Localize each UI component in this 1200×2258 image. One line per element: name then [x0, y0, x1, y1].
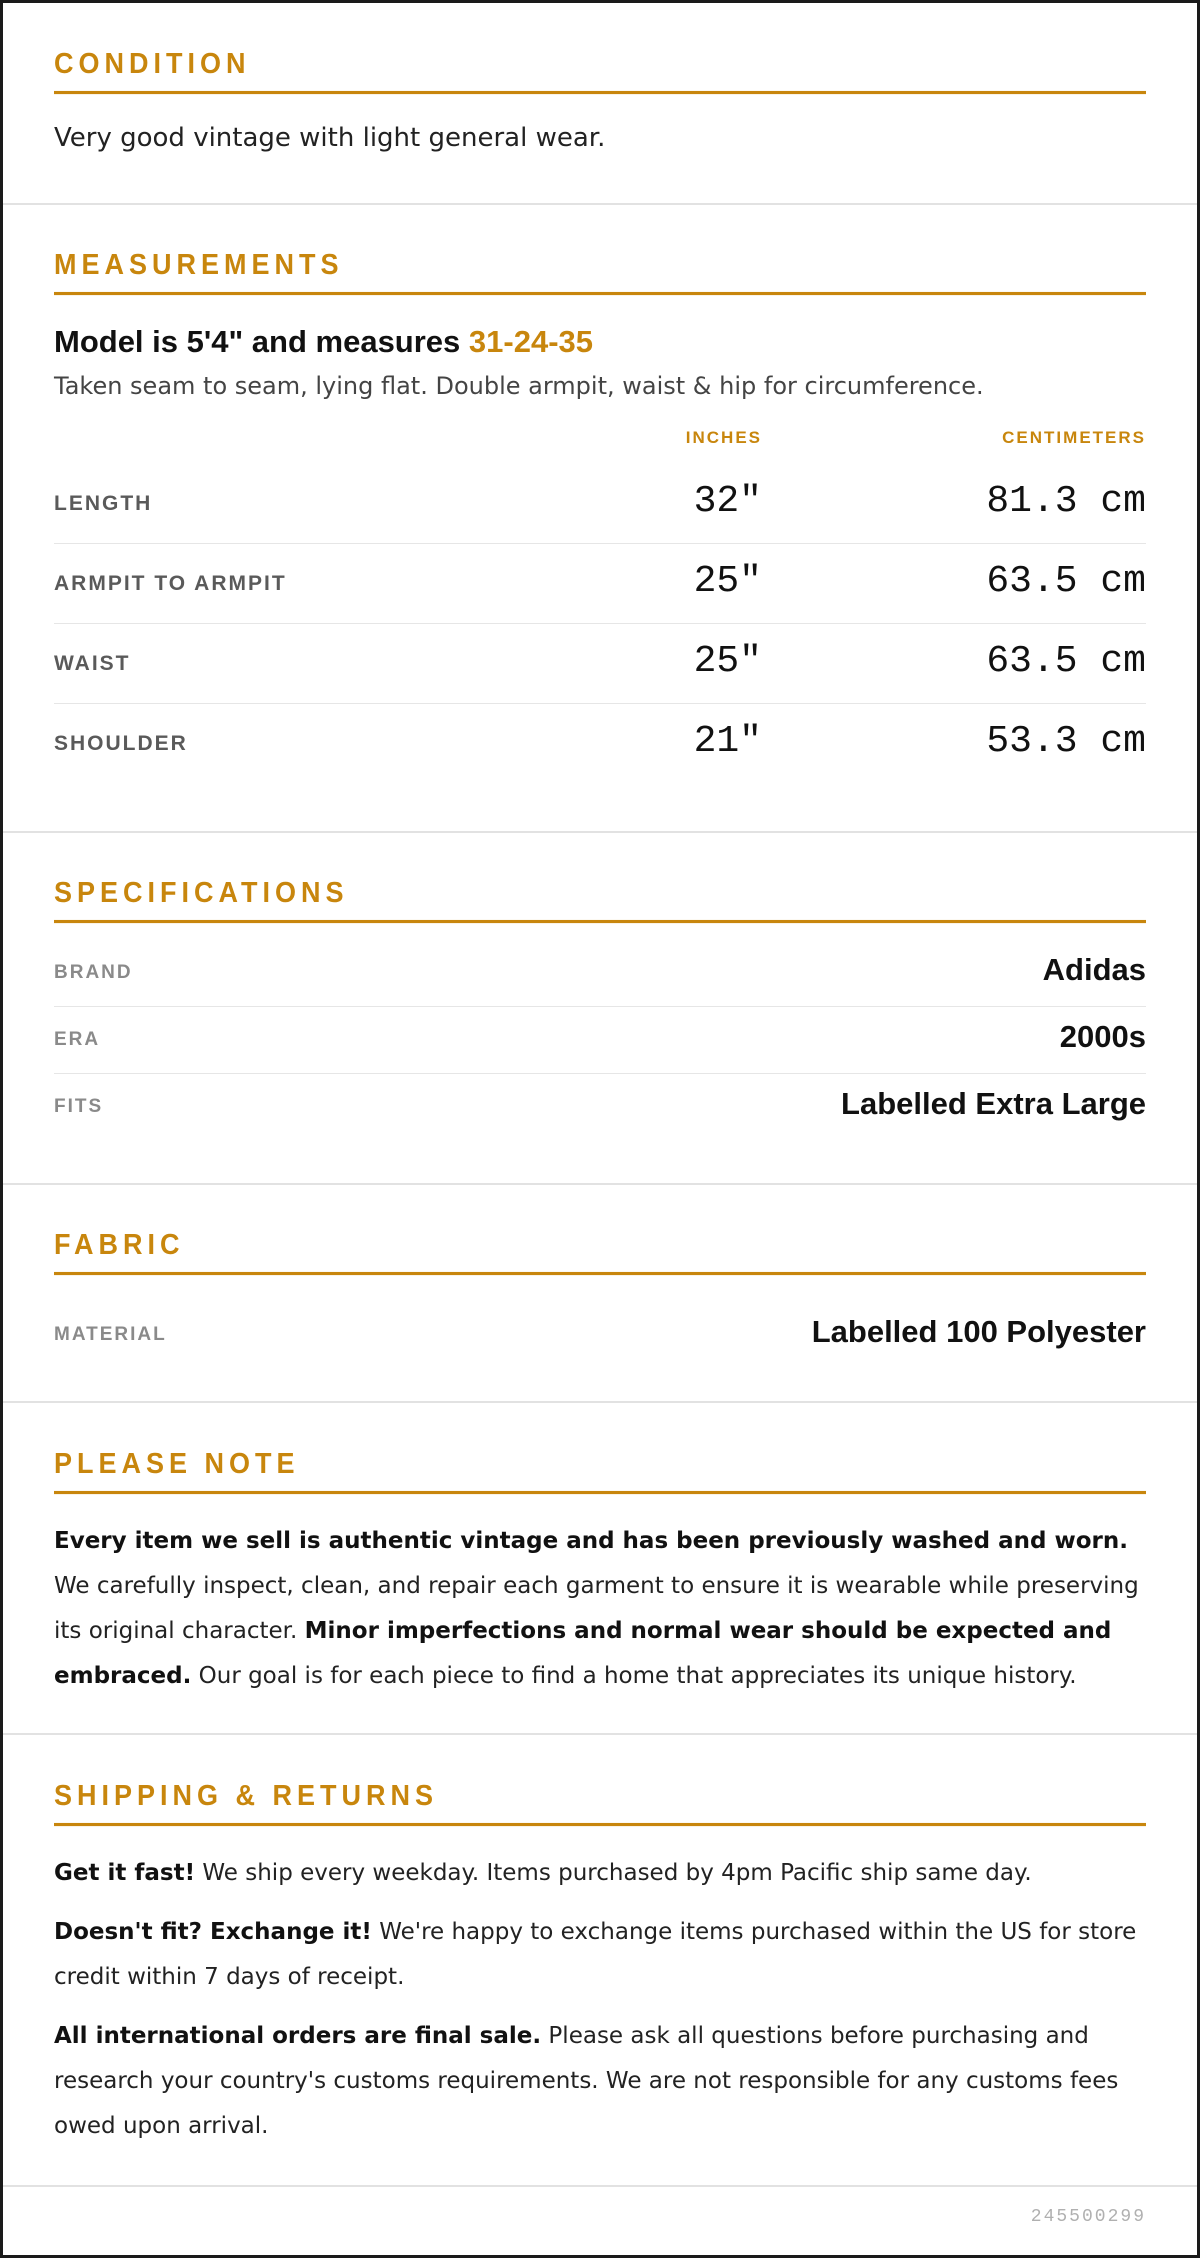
measurements-table-header	[54, 428, 1146, 464]
shipping-paragraph-exchange	[54, 1910, 1146, 2000]
shipping-heading: SHIPPING & RETURNS	[54, 1780, 1146, 1826]
inches-column-header: INCHES	[685, 428, 762, 447]
centimeters-column-header: CENTIMETERS	[1002, 428, 1146, 447]
shipping-bold: Doesn't fit? Exchange it!	[54, 1919, 372, 1945]
measurement-row-waist	[54, 624, 1146, 704]
specifications-list	[54, 940, 1146, 1141]
measurement-cm: 53.3 cm	[986, 720, 1146, 763]
spec-row-era	[54, 1007, 1146, 1074]
spec-value: 2000s	[1059, 1019, 1146, 1054]
note-bold-1: Every item we sell is authentic vintage and has been previously washed and worn.	[54, 1528, 1128, 1554]
measurement-label: LENGTH	[54, 492, 153, 515]
shipping-bold: Get it fast!	[54, 1860, 196, 1886]
spec-row-fits	[54, 1074, 1146, 1141]
measurement-row-length	[54, 464, 1146, 544]
model-info	[54, 324, 1146, 360]
shipping-text: We ship every weekday. Items purchased by 4pm Pacific ship same day.	[195, 1860, 1032, 1886]
note-text-2: Our goal is for each piece to find a home that appreciates its unique history.	[191, 1663, 1077, 1689]
measurement-label: ARMPIT TO ARMPIT	[54, 572, 287, 595]
shipping-paragraph-international	[54, 2014, 1146, 2149]
shipping-text: We're happy to exchange items purchased within the US for store credit within 7 days of receipt.	[54, 1919, 1137, 1990]
measurements-heading: MEASUREMENTS	[54, 249, 1146, 295]
model-prefix: Model is 5'4" and measures	[54, 324, 469, 359]
model-measures: 31-24-35	[468, 324, 593, 359]
footer	[3, 2187, 1197, 2257]
measurement-inches: 25"	[693, 640, 762, 683]
measurement-label: WAIST	[54, 652, 131, 675]
note-text	[54, 1519, 1146, 1699]
measurement-label: SHOULDER	[54, 732, 188, 755]
measurement-cm: 81.3 cm	[986, 480, 1146, 523]
fabric-heading: FABRIC	[54, 1229, 1146, 1275]
spec-label: MATERIAL	[54, 1324, 167, 1345]
fabric-section	[3, 1185, 1197, 1403]
condition-text: Very good vintage with light general wear.	[54, 123, 606, 153]
fabric-list	[54, 1302, 1146, 1369]
measurement-inches: 21"	[693, 720, 762, 763]
measurement-inches: 25"	[693, 560, 762, 603]
note-heading: PLEASE NOTE	[54, 1448, 1146, 1494]
measurement-inches: 32"	[693, 480, 762, 523]
measurement-row-armpit	[54, 544, 1146, 624]
note-text-1: We carefully inspect, clean, and repair each garment to ensure it is wearable while preserving its original character.	[54, 1573, 1139, 1644]
measurement-cm: 63.5 cm	[986, 640, 1146, 683]
sku-number: 245500299	[1030, 2207, 1146, 2227]
measurement-row-shoulder	[54, 704, 1146, 784]
specifications-heading: SPECIFICATIONS	[54, 877, 1146, 923]
spec-label: ERA	[54, 1029, 101, 1050]
condition-heading: CONDITION	[54, 48, 1146, 94]
specifications-section	[3, 833, 1197, 1185]
spec-row-brand	[54, 940, 1146, 1007]
measurements-section	[3, 205, 1197, 833]
spec-row-material	[54, 1302, 1146, 1369]
condition-section	[3, 3, 1197, 205]
spec-value: Adidas	[1042, 952, 1146, 987]
shipping-paragraph-fast	[54, 1851, 1146, 1896]
shipping-section	[3, 1735, 1197, 2187]
spec-label: BRAND	[54, 962, 133, 983]
measurements-table	[54, 464, 1146, 784]
note-section	[3, 1403, 1197, 1735]
note-bold-2: Minor imperfections and normal wear should be expected and embraced.	[54, 1618, 1112, 1689]
measurements-subtitle: Taken seam to seam, lying flat. Double armpit, waist & hip for circumference.	[54, 372, 984, 400]
measurement-cm: 63.5 cm	[986, 560, 1146, 603]
shipping-bold: All international orders are final sale.	[54, 2023, 542, 2049]
spec-value: Labelled 100 Polyester	[811, 1314, 1146, 1349]
spec-label: FITS	[54, 1096, 104, 1117]
shipping-text: Please ask all questions before purchasing and research your country's customs requirements. We are not responsible for any customs fees owed upon arrival.	[54, 2023, 1119, 2139]
spec-value: Labelled Extra Large	[841, 1086, 1146, 1121]
